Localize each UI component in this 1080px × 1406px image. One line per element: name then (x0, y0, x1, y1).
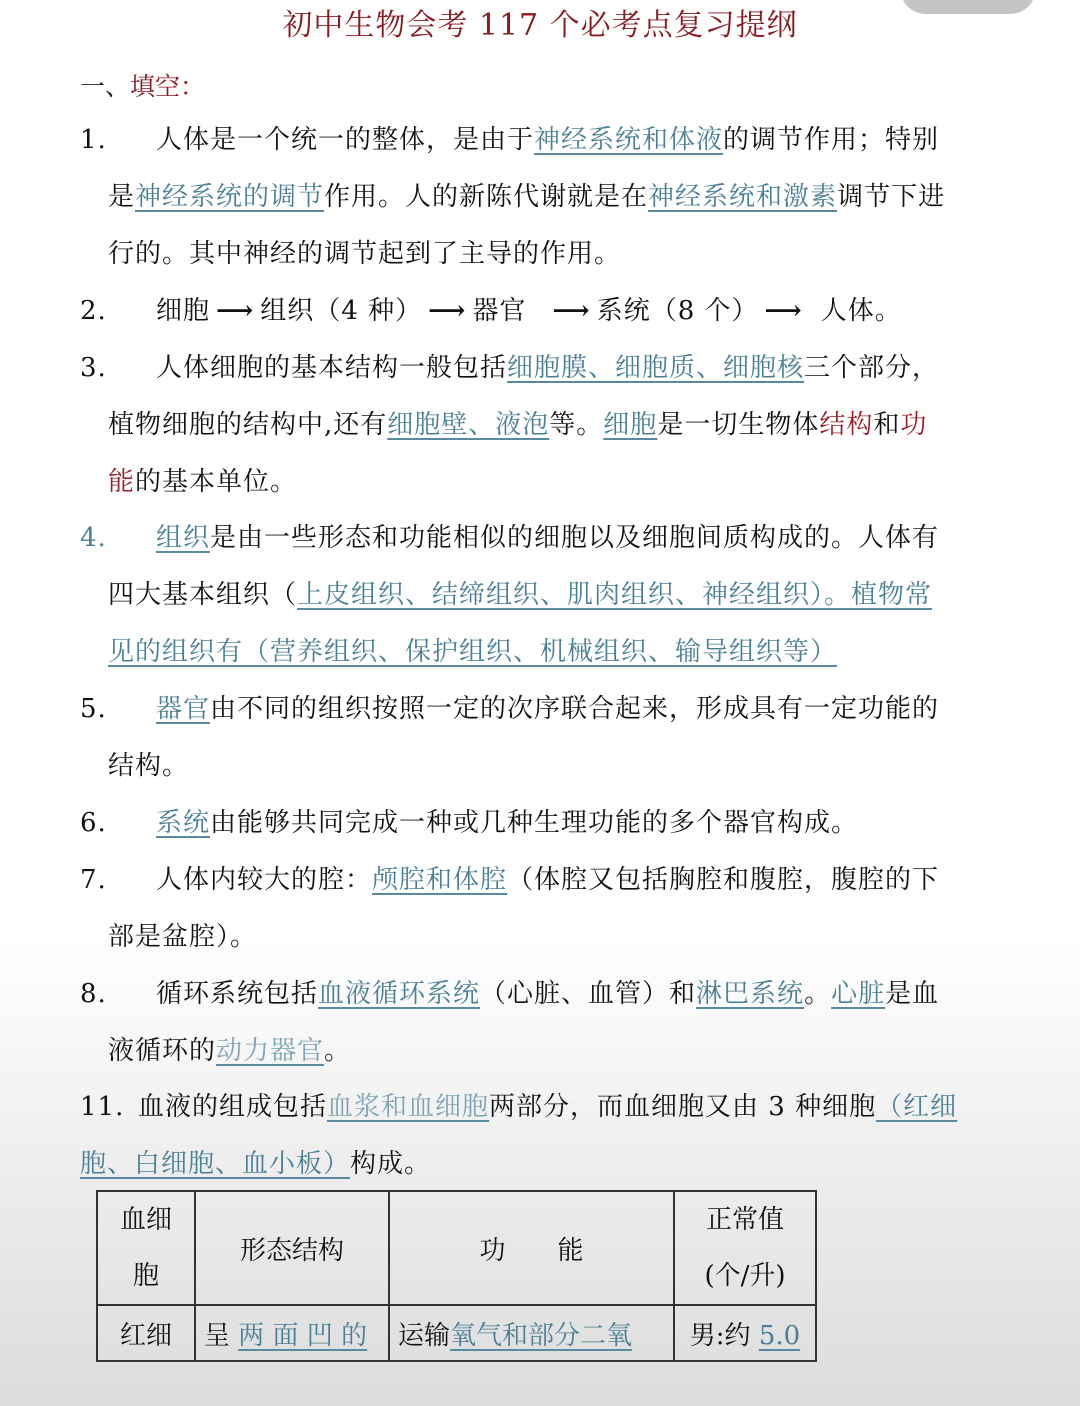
item-number: 8. (80, 979, 107, 1009)
table-header-cell: 形态结构 (195, 1191, 389, 1305)
answer-span: 两 面 凹 的 (238, 1320, 368, 1351)
answer-span: 上皮组织、结缔组织、肌肉组织、神经组织）。植物常 (297, 580, 933, 610)
item-3-line-2 (108, 405, 927, 445)
page-title: 初中生物会考 117 个必考点复习提纲 (282, 8, 798, 43)
item-8-line-1 (80, 974, 939, 1014)
text: 是 (108, 182, 136, 212)
text: 的调节作用；特别 (723, 125, 940, 155)
text: 由能够共同完成一种或几种生理功能的多个器官构成。 (210, 808, 859, 838)
table-cell (674, 1305, 816, 1361)
item-6-line-1 (80, 803, 858, 843)
text: 四大基本组织（ (108, 580, 298, 610)
blood-cell-table (96, 1190, 817, 1362)
cell-text: 呈 (204, 1320, 231, 1351)
item-1-line-3: 行的。其中神经的调节起到了主导的作用。 (108, 239, 622, 269)
text: 调节下进 (837, 182, 946, 212)
item-3-line-1 (80, 348, 939, 388)
text: 。 (804, 979, 832, 1009)
item-number: 2. (80, 296, 107, 326)
section-label: 填空： (130, 72, 206, 101)
text: （心脏、血管）和 (480, 979, 697, 1009)
item-number: 1. (80, 125, 107, 155)
text: 两部分，而血细胞又由 3 种细胞 (489, 1092, 877, 1122)
item-1-line-1 (80, 120, 939, 160)
header-text: 胞 (132, 1261, 159, 1291)
table-cell (195, 1305, 389, 1361)
flow-step: 器官 (472, 296, 527, 326)
flow-step: 系统（8 个） (596, 296, 759, 326)
text: 人体是一个统一的整体，是由于 (156, 125, 535, 155)
answer-span: 5.0 (758, 1320, 801, 1351)
item-4-line-1 (80, 518, 939, 558)
item-number: 4. (80, 523, 107, 553)
item-11-line-1 (80, 1087, 957, 1127)
table-header-cell (97, 1191, 195, 1305)
item-1-line-2 (108, 177, 945, 217)
answer-span: 淋巴系统 (696, 979, 805, 1009)
answer-span: 器官 (156, 694, 211, 724)
item-number: 6. (80, 808, 107, 838)
item-number: 5. (80, 694, 107, 724)
arrow-right-icon: ⟶ (428, 296, 467, 326)
answer-span: 见的组织有（营养组织、保护组织、机械组织、输导组织等） (108, 637, 838, 667)
section-number: 一、 (80, 72, 131, 101)
text: 植物细胞的结构中,还有 (108, 410, 388, 440)
text: 是由一些形态和功能相似的细胞以及细胞间质构成的。人体有 (210, 523, 940, 553)
answer-span: 血浆和血细胞 (327, 1092, 490, 1122)
table-header-cell: 功 能 (389, 1191, 674, 1305)
answer-span: 细胞 (603, 410, 658, 440)
table-row (97, 1305, 816, 1361)
text: 液循环的 (108, 1036, 217, 1066)
text: 循环系统包括 (156, 979, 319, 1009)
item-3-line-3 (108, 462, 297, 502)
text: 血液的组成包括 (138, 1092, 328, 1122)
item-7-line-1 (80, 860, 939, 900)
item-number: 11. (80, 1092, 125, 1122)
text: 是一切生物体 (657, 410, 820, 440)
emphasis-span: 结构 (819, 410, 874, 440)
item-number: 7. (80, 865, 107, 895)
answer-span: 动力器官 (216, 1036, 325, 1066)
text: （体腔又包括胸腔和腹腔，腹腔的下 (507, 865, 940, 895)
item-number: 3. (80, 353, 107, 383)
text: 是血 (885, 979, 940, 1009)
answer-span: 神经系统和体液 (534, 125, 724, 155)
emphasis-span: 能 (108, 467, 136, 497)
text: 人体细胞的基本结构一般包括 (156, 353, 508, 383)
table-header-cell (674, 1191, 816, 1305)
answer-span: 细胞壁、液泡 (387, 410, 550, 440)
answer-span: （红细 (876, 1092, 958, 1122)
answer-span: 心脏 (831, 979, 886, 1009)
text: 人体内较大的腔： (156, 865, 373, 895)
answer-span: 组织 (156, 523, 211, 553)
text: 作用。人的新陈代谢就是在 (324, 182, 649, 212)
header-text: 正常值 (705, 1205, 784, 1235)
item-11-line-2 (80, 1144, 431, 1184)
item-5-line-2: 结构。 (108, 751, 190, 781)
arrow-right-icon: ⟶ (216, 296, 255, 326)
flow-step: 人体。 (820, 296, 902, 326)
answer-span: 系统 (156, 808, 211, 838)
flow-step: 细胞 (156, 296, 211, 326)
flow-step: 组织（4 种） (260, 296, 423, 326)
header-text: (个/升) (704, 1261, 786, 1291)
answer-span: 神经系统的调节 (135, 182, 325, 212)
text: 由不同的组织按照一定的次序联合起来，形成具有一定功能的 (210, 694, 940, 724)
answer-span: 氧气和部分二氧 (450, 1320, 633, 1351)
answer-span: 神经系统和激素 (648, 182, 838, 212)
text: 和 (873, 410, 901, 440)
arrow-right-icon: ⟶ (552, 296, 591, 326)
header-text: 血细 (119, 1205, 172, 1235)
text: 三个部分， (804, 353, 940, 383)
item-4-line-3 (108, 632, 837, 672)
cell-text: 运输 (398, 1320, 451, 1351)
cell-text: 男:约 (689, 1320, 751, 1351)
text: 等。 (549, 410, 604, 440)
text: 的基本单位。 (135, 467, 298, 497)
table-cell (389, 1305, 674, 1361)
table-header-row (97, 1191, 816, 1305)
item-7-line-2: 部是盆腔）。 (108, 922, 258, 952)
item-2-line-1 (80, 291, 902, 331)
answer-span: 胞、白细胞、血小板） (80, 1149, 351, 1179)
table-cell: 红细 (97, 1305, 195, 1361)
item-5-line-1 (80, 689, 939, 729)
emphasis-span: 功 (900, 410, 928, 440)
item-8-line-2 (108, 1031, 351, 1071)
answer-span: 颅腔和体腔 (372, 865, 508, 895)
item-4-line-2 (108, 575, 932, 615)
answer-span: 血液循环系统 (318, 979, 481, 1009)
text: 构成。 (350, 1149, 432, 1179)
arrow-right-icon: ⟶ (764, 296, 803, 326)
text: 。 (324, 1036, 352, 1066)
answer-span: 细胞膜、细胞质、细胞核 (507, 353, 805, 383)
section-heading (80, 70, 205, 104)
